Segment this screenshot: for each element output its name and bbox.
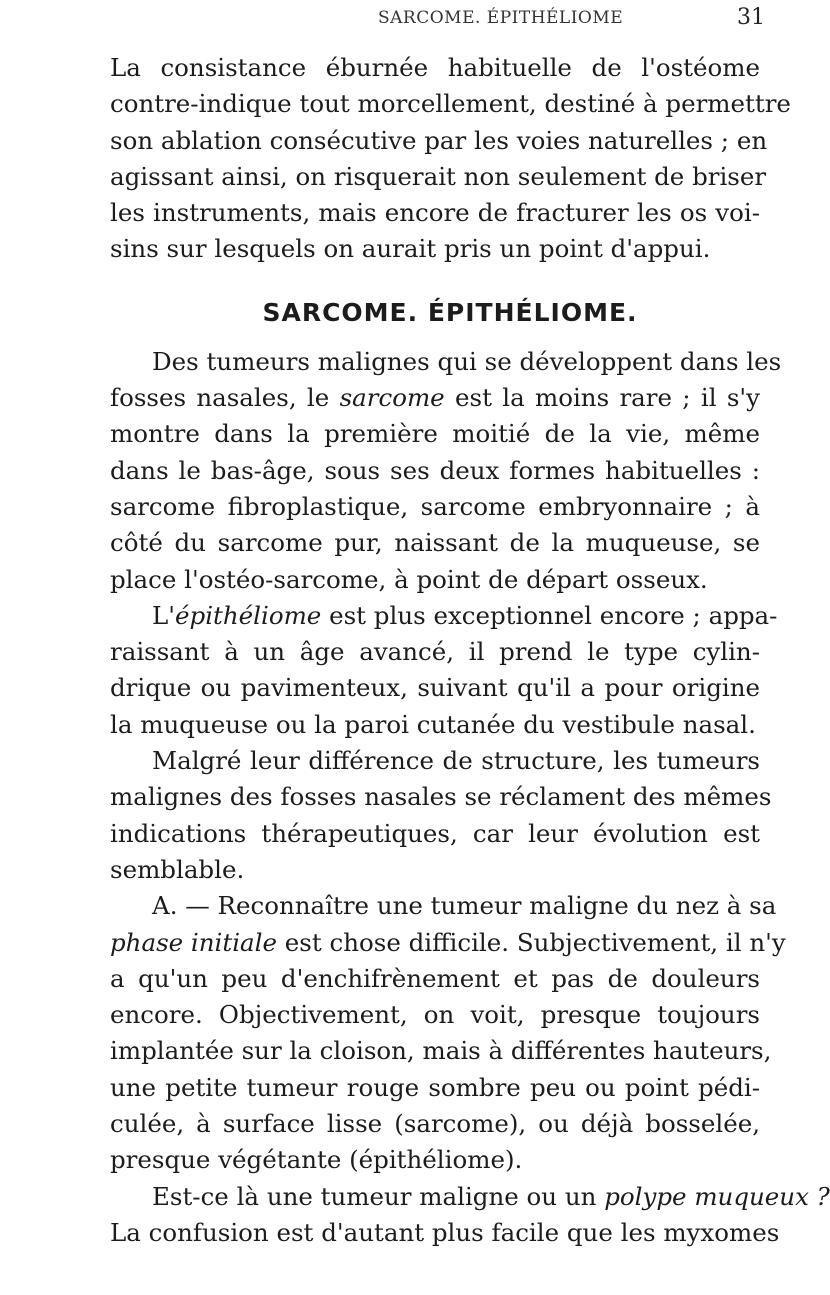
text-line: son ablation consécutive par les voies naturelles ; en (110, 125, 768, 155)
text-run: Est-ce là une tumeur maligne ou un (152, 1181, 605, 1211)
text-line (110, 1179, 830, 1215)
text-line (110, 598, 778, 634)
text-line: sins sur lesquels on aurait pris un point d'appui. (110, 234, 711, 264)
text-line (110, 925, 786, 961)
italic-term: épithéliome (175, 600, 322, 630)
page-number: 31 (737, 5, 765, 30)
text-run: L' (152, 600, 176, 630)
text-line: malignes des fosses nasales se réclament des mêmes (110, 782, 772, 812)
text-line: a qu'un peu d'enchifrènement et pas de douleurs (110, 963, 760, 993)
text-line: raissant à un âge avancé, il prend le type cylin- (110, 637, 760, 667)
running-title: SARCOME. ÉPITHÉLIOME (378, 8, 624, 28)
text-line: agissant ainsi, on risquerait non seulement de briser (110, 161, 767, 191)
text-line: dans le bas-âge, sous ses deux formes habituelles : (110, 455, 760, 485)
text-line: semblable. (110, 854, 245, 884)
text-line: sarcome fibroplastique, sarcome embryonnaire ; à (110, 491, 760, 521)
text-line: A. — Reconnaître une tumeur maligne du nez à sa (152, 891, 777, 921)
text-line: culée, à surface lisse (sarcome), ou déjà bosselée, (110, 1109, 760, 1139)
italic-term: polype muqueux ? (604, 1181, 830, 1211)
text-run: fosses nasales, le (110, 383, 340, 413)
italic-term: phase initiale (110, 927, 278, 957)
text-line: encore. Objectivement, on voit, presque toujours (110, 1000, 760, 1030)
text-line: montre dans la première moitié de la vie, même (110, 419, 760, 449)
section-heading: SARCOME. ÉPITHÉLIOME. (262, 297, 638, 327)
text-line: Des tumeurs malignes qui se développent dans les (152, 346, 782, 376)
text-run: est plus exceptionnel encore ; appa- (321, 600, 778, 630)
text-run: est chose difficile. Subjectivement, il n'y (277, 927, 786, 957)
text-line: drique ou pavimenteux, suivant qu'il a pour origine (110, 673, 760, 703)
text-line: contre-indique tout morcellement, destiné à permettre (110, 89, 791, 119)
text-line: La confusion est d'autant plus facile que les myxomes (110, 1217, 780, 1247)
body-text (110, 50, 830, 1251)
text-line: la muqueuse ou la paroi cutanée du vestibule nasal. (110, 709, 756, 739)
text-line: place l'ostéo-sarcome, à point de départ osseux. (110, 564, 708, 594)
text-line: Malgré leur différence de structure, les tumeurs (152, 746, 760, 776)
text-line (110, 380, 760, 416)
text-run: est la moins rare ; il s'y (444, 383, 761, 413)
running-head (60, 5, 765, 30)
text-line: une petite tumeur rouge sombre peu ou point pédi- (110, 1072, 760, 1102)
text-line: côté du sarcome pur, naissant de la muqueuse, se (110, 528, 760, 558)
text-line: les instruments, mais encore de fracturer les os voi- (110, 198, 760, 228)
text-line: indications thérapeutiques, car leur évolution est (110, 818, 760, 848)
text-line: implantée sur la cloison, mais à différentes hauteurs, (110, 1036, 772, 1066)
text-line: La consistance éburnée habituelle de l'ostéome (110, 53, 760, 82)
italic-term: sarcome (339, 383, 445, 413)
text-line: presque végétante (épithéliome). (110, 1145, 523, 1175)
